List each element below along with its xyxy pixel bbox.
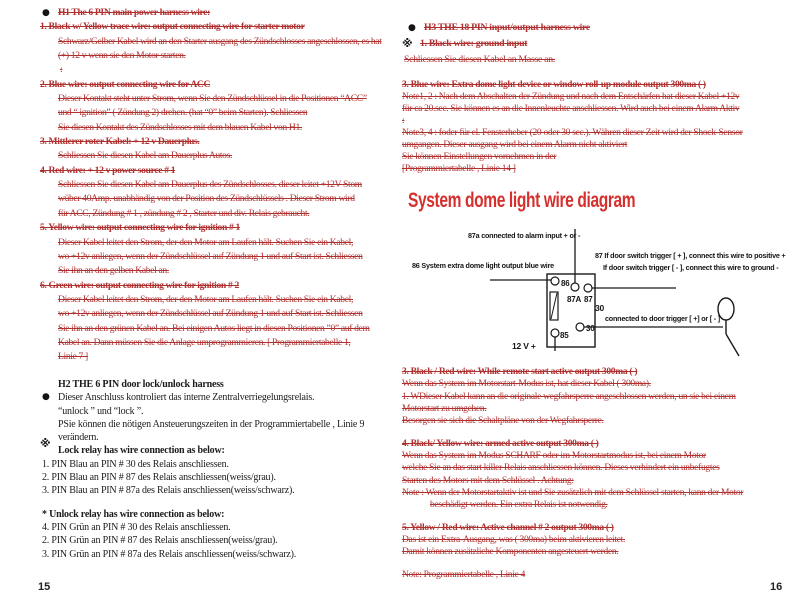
text-line [38,264,400,278]
text-line [38,484,400,497]
text-line [38,192,400,206]
text-line [38,521,400,534]
text-line [402,378,796,390]
text-span: : [60,64,63,76]
text-line [402,163,796,175]
text-span: wüber 40Amp. unabhändig von der Position des Zündschlüssels . Dieser Strom wird [58,193,355,205]
text-span: wo +12v anliegen, wenn der Zündschlüssel auf Zündung 1 und auf Start ist. Schliessen [58,250,363,262]
section-h3-io-harness [402,20,796,68]
text-span: 1. Black wire: ground input [420,38,528,49]
text-line [38,508,400,521]
text-span: umgangen. Dieser ausgang wird bei einem Alarm nicht aktiviert [402,140,628,150]
text-line [402,139,796,151]
text-span: Note: Programmiertabelle , Linie 4 [402,569,526,580]
text-span: Lock relay has wire connection as below: [58,445,225,457]
text-line [38,405,400,418]
text-line [38,548,400,561]
text-line [38,106,400,120]
text-line [38,149,400,163]
text-span: 3. Black / Red wire: While remote start active output 300ma ( ) [402,367,638,377]
text-line [38,534,400,547]
label-pin-87: 87 [584,295,593,304]
text-span: 2. Blue wire: output connecting wire for ACC [40,78,211,90]
pin-30-terminal [576,323,584,331]
section-h2-door-lock-harness [38,378,400,561]
text-span: Dieser Kabel leitet den Strom, der den Motor am Laufen hält. Suchen Sie ein Kabel, [58,293,353,305]
label-pin-30-big: 30 [595,303,605,313]
text-line [38,293,400,307]
text-line [38,378,400,391]
text-line [38,92,400,106]
text-line [38,418,400,431]
text-span: 1. Black w/ Yellow trace wire: output connecting wire for starter motor [40,21,305,33]
text-span: 3. Mittlerer roter Kabel: + 12 v Dauerplus. [40,136,200,148]
text-line [38,350,400,364]
text-span: Starten des Motors mit dem Schlüssel . Achtung: [402,475,574,486]
text-span: Schliessen Sie diesen Kabel am Dauerplus des Zündschlosses. dieser leitet +12V Stom [58,179,362,191]
label-87-positive: 87 If door switch trigger [ + ], connect this wire to positive + [595,251,786,260]
text-span: H1 The 6 PIN main power harness wire: [58,7,211,18]
text-span: : [402,116,405,126]
text-span: Wenn das System im Modus SCHARF oder im Motorstartmodus ist, bei einem Motor [402,451,706,462]
pin-87a-terminal [571,283,579,291]
text-span: 5. Yellow wire: output connecting wire for ignition # 1 [40,222,240,234]
text-line [38,63,400,77]
text-span: H2 THE 6 PIN door lock/unlock harness [58,379,224,390]
text-span: Besorgen sie sich die Schaltpläne von der Wegfahrsperre. [402,416,604,427]
text-line [402,569,796,581]
text-span: * Unlock relay has wire connection as below: [42,508,225,520]
text-line [402,115,796,127]
text-line [38,336,400,350]
text-span: Sie ihn an den gelben Kabel an. [58,265,169,277]
text-span: Schliessen Sie diesen Kabel am Dauerplus Autos. [58,150,233,162]
text-line [402,475,796,487]
text-span: wo +12v anliegen, wenn der Zündschlüssel auf Zündung 1 und auf Start ist. Schliessen [58,308,363,320]
page-16 [402,6,796,600]
text-span: Note3, 4 : foder für el. Fensterheber (20 oder 30 sec.). Währen dieser Zeit wird der Shock-Sensor [402,128,743,138]
text-line [38,35,400,49]
text-span: verändern. [58,432,99,444]
text-line [38,221,400,235]
text-span: [Programmiertabelle , Linie 14 ] [402,164,516,174]
text-line [402,20,796,36]
text-line [402,534,796,546]
text-line [38,20,400,34]
pin-86-terminal [551,277,559,285]
text-line [402,127,796,139]
text-line [402,91,796,103]
text-line [402,546,796,558]
text-span: Sie diesen Kontakt des Zündschlosses mit dem blauen Kabel von H1. [58,121,302,133]
text-line [38,135,400,149]
relay-coil-diagonal [551,293,557,319]
text-span: Wenn das System im Motorstart-Modus ist, hat dieser Kabel ( 300ma). [402,379,651,390]
text-span: 1. WDieser Kabel kann an die originale wegfahrsperre angeschlossen werden, un sie bei einem [402,391,736,402]
text-span: welche Sie an das start killer Relais anschliessen können. Dieses verhindert ein unbefugtes [402,463,720,474]
text-line [38,236,400,250]
text-line [402,151,796,163]
text-span: für ca 20.sec. Sie können es an die Innenleuchte anschliessen. Wird auch bei einem Alarm Aktiv [402,104,740,114]
text-span: 2. PIN Blau an PIN # 87 des Relais anschliessen(weiss/grau). [42,472,276,484]
text-span: 3. PIN Grün an PIN # 87a des Relais anschliessen(weiss/schwarz). [42,548,297,560]
text-line [38,250,400,264]
text-span: beschädigt werden. Ein extra Relais ist notwendig. [430,500,608,511]
text-span: PSie können die nötigen Ansteuerungszeiten in der Programmiertabelle , Linie 9 [58,418,365,430]
text-span: 4. PIN Grün an PIN # 30 des Relais anschliessen. [42,521,231,533]
text-line [38,121,400,135]
text-line [402,403,796,415]
text-line [402,366,796,378]
text-line [38,279,400,293]
text-span: für ACC, Zündung # 1 , zündung # 2 , Starter und div. Relais gebraucht. [58,207,310,219]
text-span: 3. Blue wire: Extra dome light device or window roll-up module output 300ma ( ) [402,80,706,90]
page-number-left: 15 [38,581,51,593]
text-span: Dieser Kontakt steht unter Strom, wenn Sie den Zündschlüssel in die Positionen “ACC” [58,93,367,105]
section-blue-wire-dome-light [402,79,796,175]
label-pin-85: 85 [560,331,569,340]
reference-mark-icon: ※ [40,437,51,451]
text-span: Note : Wenn der Motorstartaktiv ist und Sie zusätzlich mit dem Schlüssel starten, kann der Motor [402,488,744,499]
text-line [402,52,796,68]
label-87a-alarm: 87a connected to alarm input + or - [468,231,581,240]
text-span: 2. PIN Grün an PIN # 87 des Relais anschliessen(weiss/grau). [42,535,278,547]
label-pin-30: 30 [586,324,595,333]
text-span: 4. Red wire: + 12 v power source # 1 [40,164,176,176]
text-span: Sie können Einstellungen vornehmen in der [402,152,557,162]
text-line [402,499,796,511]
text-line [38,322,400,336]
text-line [38,78,400,92]
text-span: 3. PIN Blau an PIN # 87a des Relais anschliessen(weiss/schwarz). [42,485,295,497]
text-line [38,49,400,63]
text-span: und “ ignition” ( Zündung 2) drehen. (hat “0” beim Starten). Schliessen [58,107,308,119]
text-line [38,458,400,471]
section-h1-power-harness [38,6,400,365]
page-number-right: 16 [770,581,783,593]
text-line [38,178,400,192]
text-span: Dieser Anschluss kontroliert das interne Zentralverriegelungsrelais. [58,392,315,404]
text-span: 4. Black/ Yellow wire: armed active output 300ma ( ) [402,438,599,449]
text-span: 1. PIN Blau an PIN # 30 des Relais anschliessen. [42,458,229,470]
page-15 [38,6,400,600]
text-line [38,431,400,444]
text-span: Note1, 2 : Nach dem Abschalten der Zündung und nach dem Entschärfen hat dieser Kabel +12v [402,92,740,102]
text-line [402,462,796,474]
bullet-icon: ● [42,392,50,403]
bullet-icon: ● [42,8,50,18]
text-span: 6. Green wire: output connecting wire for ignition # 2 [40,279,239,291]
label-12v: 12 V + [512,341,536,351]
text-span: H3 THE 18 PIN input/output harness wire [424,22,590,33]
text-line [38,471,400,484]
text-line [402,450,796,462]
text-line [402,391,796,403]
text-span: (+) 12 v wenn sie den Motor starten. [58,50,186,62]
label-pin-86: 86 [561,279,570,288]
text-span: Linie 7 ] [58,351,88,363]
text-span: Schwarz/Gelber Kabel wird an den Starter ausgang des Zündschlosses angeschlossen, es hat [58,35,382,47]
text-span: “unlock ” und “lock ”. [58,405,144,417]
reference-mark-icon: ※ [402,37,413,50]
pin-85-terminal [551,329,559,337]
text-line [402,415,796,427]
label-door-trigger: connected to door trigger [ +] or [ - ] [605,314,720,323]
door-pin-switch-icon [718,298,734,320]
text-line [402,79,796,91]
text-line [38,207,400,221]
text-span: Dieser Kabel leitet den Strom, der den Motor am Laufen hält. Suchen Sie ein Kabel, [58,236,353,248]
text-line [402,438,796,450]
dome-light-wire-diagram [402,222,796,372]
label-86-output: 86 System extra dome light output blue wire [412,261,554,270]
text-line [402,103,796,115]
text-span: Schliessen Sie diesen Kabel an Masse an. [404,54,555,65]
text-span: Motorstart zu umgehen. [402,404,487,415]
label-pin-87a: 87A [567,295,582,304]
text-span: 5. Yellow / Red wire: Active channel # 2 output 300ma ( ) [402,522,614,533]
door-pin-switch-lever [726,334,739,356]
text-line [38,6,400,20]
text-span: Das ist ein Extra-Ausgang, was ( 300ma) beim aktivieren leitet. [402,535,626,546]
text-line [38,164,400,178]
text-span: Kabel an. Dann müssen Sie die Anlage umprogrammieren. [ Programmiertabelle 1, [58,336,351,348]
text-line [402,487,796,499]
text-line [402,36,796,52]
text-line [38,307,400,321]
label-87-ground: If door switch trigger [ - ], connect this wire to ground - [603,263,779,272]
bullet-icon: ● [408,23,416,33]
text-span: Damit können zusätzliche Komponenten angesteuert werden. [402,547,619,558]
pin-87-terminal [584,284,592,292]
diagram-title: System dome light wire diagram [408,189,636,212]
text-line [402,522,796,534]
section-output-wires [402,366,796,581]
text-span: Sie ihn an den grünen Kabel an. Bei einigen Autos liegt in diesen Positionen ”0” auf dem [58,322,370,334]
text-line [38,391,400,404]
